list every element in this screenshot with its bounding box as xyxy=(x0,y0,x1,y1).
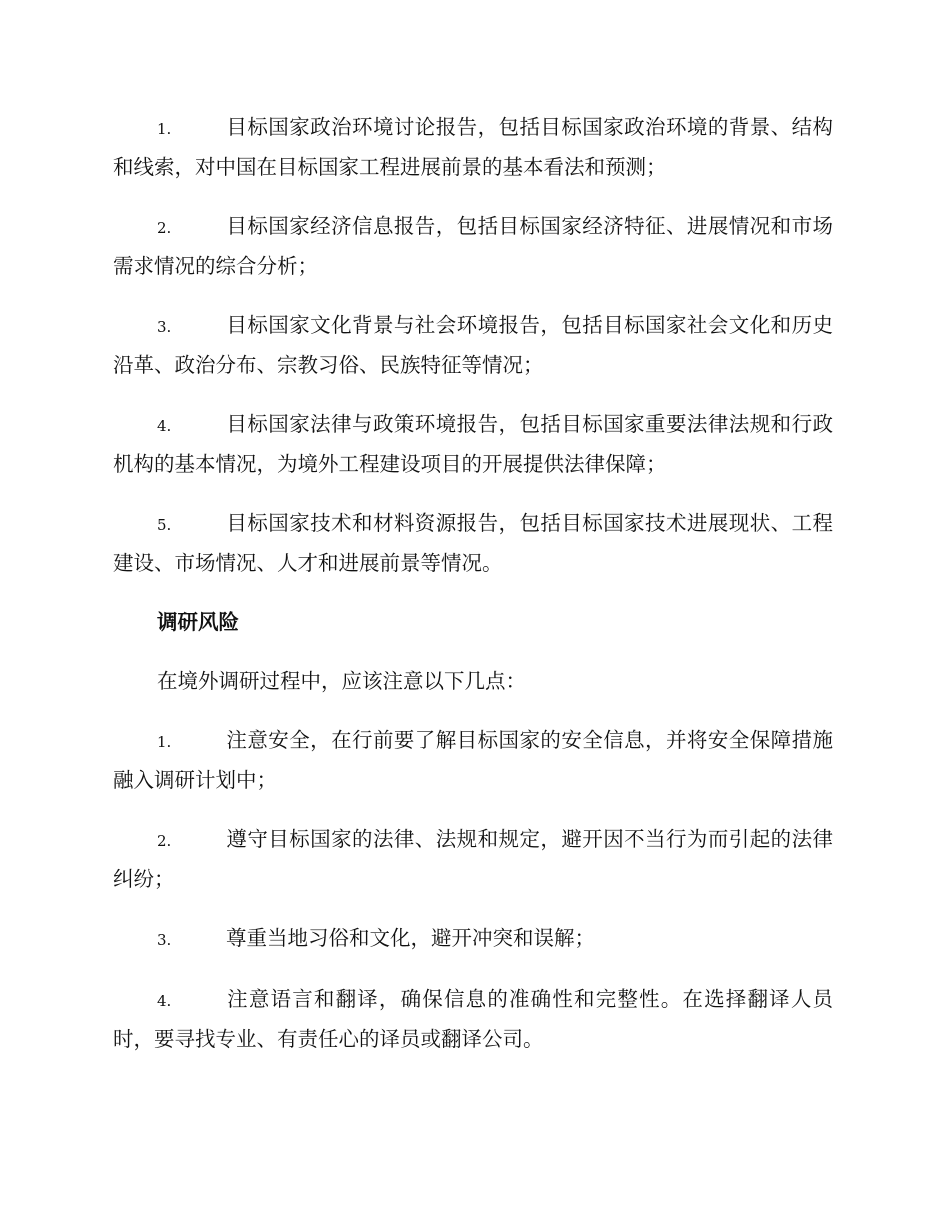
list-item xyxy=(113,980,833,1058)
list-text: 目标国家法律与政策环境报告，包括目标国家重要法律法规和行政机构的基本情况，为境外工程建设项目的开展提供法律保障； xyxy=(113,412,833,476)
list-item xyxy=(113,919,833,959)
list-number: 1. xyxy=(157,733,172,751)
list-text: 目标国家经济信息报告，包括目标国家经济特征、进展情况和市场需求情况的综合分析； xyxy=(113,214,833,278)
document-page xyxy=(113,108,833,1079)
list-number: 3. xyxy=(157,931,172,949)
list-number: 4. xyxy=(157,992,172,1010)
list-item xyxy=(113,306,833,384)
list-item xyxy=(113,721,833,799)
list-number: 1. xyxy=(157,120,172,138)
list-text: 注意语言和翻译，确保信息的准确性和完整性。在选择翻译人员时，要寻找专业、有责任心的译员或翻译公司。 xyxy=(113,987,833,1051)
list-item xyxy=(113,820,833,898)
list-text: 目标国家技术和材料资源报告，包括目标国家技术进展现状、工程建设、市场情况、人才和进展前景等情况。 xyxy=(113,511,833,575)
list-text: 目标国家政治环境讨论报告，包括目标国家政治环境的背景、结构和线索，对中国在目标国家工程进展前景的基本看法和预测； xyxy=(113,115,833,179)
list-item xyxy=(113,405,833,483)
list-number: 2. xyxy=(157,832,172,850)
section-heading: 调研风险 xyxy=(157,610,239,634)
list-number: 4. xyxy=(157,417,172,435)
section-intro: 在境外调研过程中，应该注意以下几点： xyxy=(157,669,526,693)
list-number: 2. xyxy=(157,219,172,237)
list-text: 目标国家文化背景与社会环境报告，包括目标国家社会文化和历史沿革、政治分布、宗教习俗、民族特征等情况； xyxy=(113,313,833,377)
list-number: 5. xyxy=(157,516,172,534)
list-text: 遵守目标国家的法律、法规和规定，避开因不当行为而引起的法律纠纷； xyxy=(113,827,833,891)
list-item xyxy=(113,207,833,285)
list-text: 尊重当地习俗和文化，避开冲突和误解； xyxy=(226,926,595,950)
list-item xyxy=(113,108,833,186)
list-text: 注意安全，在行前要了解目标国家的安全信息，并将安全保障措施融入调研计划中； xyxy=(113,728,833,792)
list-item xyxy=(113,504,833,582)
list-number: 3. xyxy=(157,318,172,336)
